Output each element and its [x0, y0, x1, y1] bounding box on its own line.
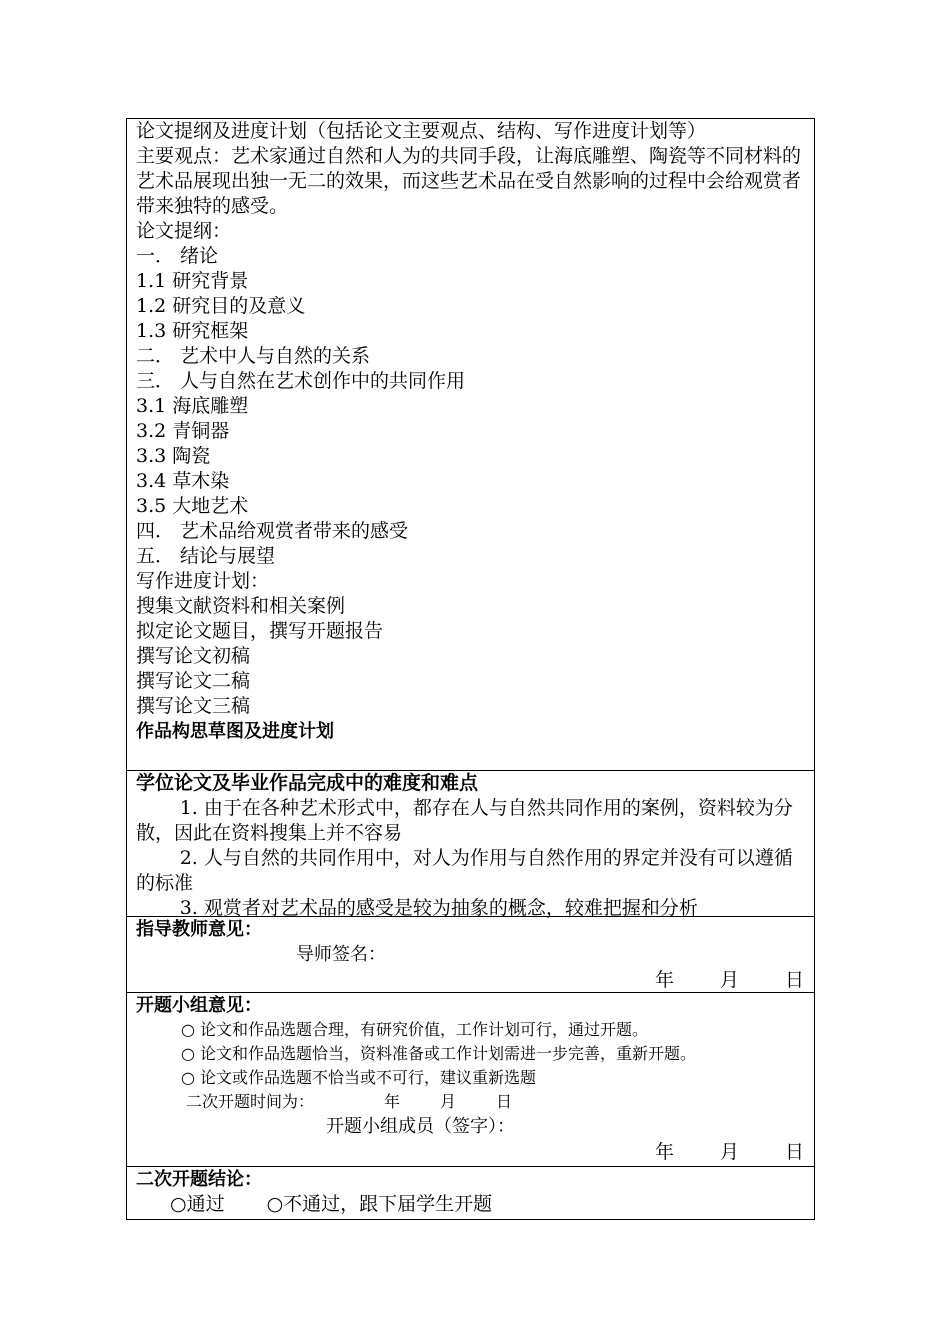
outline-item: 3.3 陶瓷	[136, 445, 211, 467]
schedule-label: 写作进度计划：	[136, 570, 270, 592]
schedule-item: 撰写论文二稿	[136, 670, 251, 692]
committee-option[interactable]: ○ 论文和作品选题合理，有研究价值，工作计划可行，通过开题。	[181, 1020, 649, 1039]
second-time-month: 月	[440, 1092, 457, 1111]
difficulty-item: 3. 观赏者对艺术品的感受是较为抽象的概念，较难把握和分析	[179, 897, 698, 919]
outline-item: 二． 艺术中人与自然的关系	[136, 345, 371, 367]
committee-option[interactable]: ○ 论文和作品选题恰当，资料准备或工作计划需进一步完善，重新开题。	[181, 1044, 697, 1063]
difficulties-section	[127, 771, 814, 917]
proposal-form-table	[126, 118, 815, 1220]
outline-item: 四． 艺术品给观赏者带来的感受	[136, 520, 409, 542]
outline-title: 论文提纲及进度计划（包括论文主要观点、结构、写作进度计划等）	[136, 120, 707, 142]
schedule-item: 撰写论文初稿	[136, 645, 251, 667]
outline-label: 论文提纲：	[136, 220, 232, 242]
date-year: 年	[654, 1141, 674, 1163]
second-conclusion-title: 二次开题结论：	[136, 1169, 262, 1190]
advisor-signature-label: 导师签名：	[296, 944, 386, 965]
outline-item: 3.2 青铜器	[136, 420, 230, 442]
schedule-item: 搜集文献资料和相关案例	[136, 595, 346, 617]
schedule-item: 撰写论文三稿	[136, 695, 251, 717]
outline-item: 3.4 草木染	[136, 470, 230, 492]
outline-item: 3.1 海底雕塑	[136, 395, 249, 417]
schedule-item: 拟定论文题目，撰写开题报告	[136, 620, 384, 642]
outline-item: 1.2 研究目的及意义	[136, 295, 306, 317]
committee-section	[127, 993, 814, 1167]
pass-option[interactable]: ○通过	[170, 1193, 225, 1215]
outline-item: 一． 绪论	[136, 245, 219, 267]
outline-item: 三． 人与自然在艺术创作中的共同作用	[136, 370, 466, 392]
outline-item: 五． 结论与展望	[136, 545, 276, 567]
outline-item: 1.1 研究背景	[136, 270, 249, 292]
committee-date	[136, 1139, 806, 1166]
date-day: 日	[784, 1141, 804, 1163]
date-month: 月	[719, 969, 739, 991]
fail-option[interactable]: ○不通过，跟下届学生开题	[266, 1193, 493, 1215]
second-time-year: 年	[384, 1092, 401, 1111]
outline-section	[127, 119, 814, 771]
date-year: 年	[654, 969, 674, 991]
difficulty-item: 2. 人与自然的共同作用中，对人为作用与自然作用的界定并没有可以遵循的标准	[136, 847, 793, 894]
second-conclusion-options	[136, 1192, 806, 1217]
main-points-text: 主要观点：艺术家通过自然和人为的共同手段，让海底雕塑、陶瓷等不同材料的艺术品展现出独一无二的效果，而这些艺术品在受自然影响的过程中会给观赏者带来独特的感受。	[136, 145, 802, 217]
outline-item: 1.3 研究框架	[136, 320, 249, 342]
committee-members-label: 开题小组成员（签字）：	[326, 1116, 515, 1137]
sketch-plan-title: 作品构思草图及进度计划	[136, 721, 334, 742]
difficulties-title: 学位论文及毕业作品完成中的难度和难点	[136, 772, 479, 794]
second-time-day: 日	[496, 1092, 513, 1111]
committee-option[interactable]: ○ 论文或作品选题不恰当或不可行，建议重新选题	[181, 1068, 537, 1087]
committee-title: 开题小组意见：	[136, 995, 262, 1016]
outline-item: 3.5 大地艺术	[136, 495, 249, 517]
difficulty-item: 1. 由于在各种艺术形式中，都存在人与自然共同作用的案例，资料较为分散，因此在资料搜集上并不容易	[136, 797, 793, 844]
advisor-section	[127, 917, 814, 993]
advisor-date	[136, 967, 806, 994]
date-month: 月	[719, 1141, 739, 1163]
second-conclusion-section	[127, 1167, 814, 1219]
advisor-title: 指导教师意见：	[136, 919, 262, 940]
second-time-label: 二次开题时间为：	[186, 1092, 315, 1111]
date-day: 日	[784, 969, 804, 991]
second-time-row	[136, 1090, 806, 1114]
